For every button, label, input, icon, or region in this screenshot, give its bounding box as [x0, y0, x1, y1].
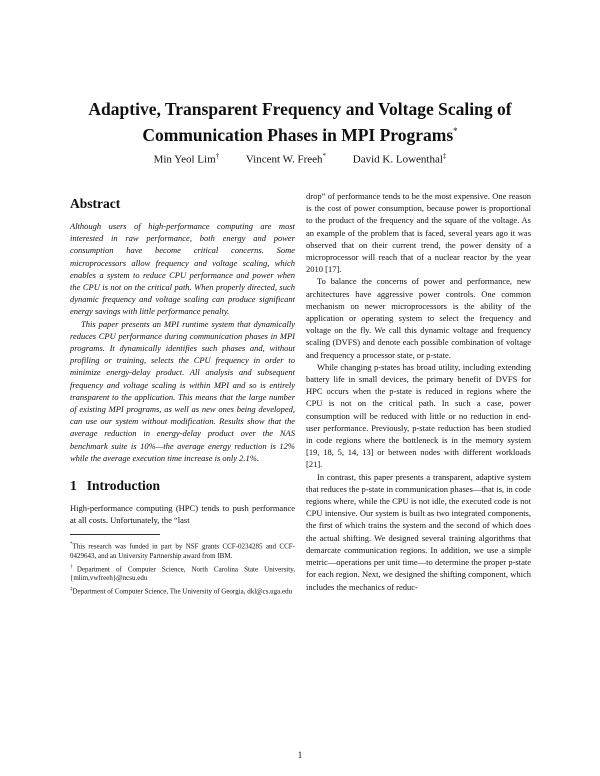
footnote-divider: [70, 534, 160, 535]
intro-paragraph-cont: drop” of performance tends to be the most expensive. One reason is the cost of power consumption, because power is proportional to the product of the frequency and the square of the voltage. As an example of the problem that is faced, several years ago it was observed that on their current trend, the power density of a microprocessor will reach that of a nuclear reactor by the year 2010 [17].: [306, 191, 531, 275]
title-line-2: [40, 120, 560, 146]
footnote-uga-text: Department of Computer Science, The University of Georgia, dkl@cs.uga.edu: [72, 587, 293, 596]
title-footnote-mark: *: [453, 126, 458, 136]
footnote-uga: [70, 585, 295, 597]
author-3-name: David K. Lowenthal: [352, 153, 443, 166]
footnote-ncsu-mark: †: [70, 564, 77, 570]
section-number: 1: [70, 478, 77, 494]
footnote-funding-mark: *: [70, 542, 73, 548]
introduction-heading: [70, 478, 295, 494]
paper-title: [40, 98, 560, 146]
footnote-funding: [70, 540, 295, 561]
author-3: [353, 152, 447, 166]
author-1-mark: †: [215, 152, 220, 160]
abstract-paragraph-2: This paper presents an MPI runtime system that dynamically reduces CPU performance during communication phases in MPI programs. It dynamically identifies such phases and, without profiling or training, selects the CPU frequency in order to minimize energy-delay product. All analysis and subsequent frequency and voltage scaling is within MPI and so is entirely transparent to the application. This means that the large number of existing MPI programs, as well as new ones being developed, can use our system without modification. Results show that the average reduction in energy-delay product over the NAS benchmark suite is 10%—the average energy reduction is 12% while the average execution time increase is only 2.1%.: [70, 318, 295, 463]
footnote-funding-text: This research was funded in part by NSF grants CCF-0234285 and CCF-0429643, and an University Partnership award from IBM.: [70, 542, 295, 561]
intro-paragraph-2: To balance the concerns of power and performance, new architectures have aggressive power controls. One common mechanism on newer microprocessors is the ability of the application or operating system to select the frequency and voltage on the fly. We call this dynamic voltage and frequency scaling (DVFS) and denote each possible combination of voltage and frequency a processor state, or p-state.: [306, 276, 531, 360]
left-column: [70, 196, 295, 597]
footnote-ncsu-text: Department of Computer Science, North Carolina State University, {mlim,vwfreeh}@ncsu.edu: [70, 564, 295, 583]
author-2: [246, 152, 326, 166]
author-list: [0, 152, 600, 166]
author-2-name: Vincent W. Freeh: [245, 153, 323, 166]
introduction-title: Introduction: [86, 478, 161, 494]
title-line-1: Adaptive, Transparent Frequency and Voltage Scaling of: [88, 99, 512, 119]
abstract-paragraph-1: Although users of high-performance computing are most interested in raw performance, both energy and power consumption have become critical concerns. Some microprocessors allow frequency and voltage scaling, which enables a system to reduce CPU performance and power when the CPU is not on the critical path. When properly directed, such dynamic frequency and voltage scaling can produce significant energy savings with little performance penalty.: [70, 221, 295, 317]
footnote-ncsu: [70, 563, 295, 584]
page-number: 1: [297, 750, 303, 760]
author-1-name: Min Yeol Lim: [153, 153, 216, 166]
introduction-paragraph-1: High-performance computing (HPC) tends to push performance at all costs. Unfortunately, the “last: [70, 503, 295, 526]
right-column: [306, 190, 531, 593]
title-line-2-text: Communication Phases in MPI Programs: [142, 124, 454, 145]
author-2-mark: *: [322, 152, 327, 160]
intro-paragraph-4: In contrast, this paper presents a transparent, adaptive system that reduces the p-state in communication phases—that is, in code regions where, while the CPU is not idle, the executed code is not CPU intensive. Our system is built as two integrated components, the first of which trains the system and the second of which does the actual shifting. We designed several training algorithms that demarcate communication regions. In addition, we use a simple metric—operations per unit time—to determine the proper p-state for each region. Next, we designed the shifting component, which includes the mechanics of reduc-: [306, 471, 531, 592]
footnote-uga-mark: ‡: [70, 586, 73, 592]
intro-paragraph-3: While changing p-states has broad utility, including extending battery life in small devices, the primary benefit of DVFS for HPC occurs when the p-state is reduced in regions where the CPU is not on the critical path. In such a case, power consumption will be reduced with little or no reduction in end-user performance. Previously, p-state reduction has been studied in code regions where the bottleneck is in the memory system [19, 18, 5, 14, 13] or between nodes with different workloads [21].: [306, 361, 531, 470]
abstract-heading: Abstract: [70, 196, 121, 211]
author-3-mark: ‡: [442, 152, 447, 160]
author-1: [154, 152, 220, 166]
